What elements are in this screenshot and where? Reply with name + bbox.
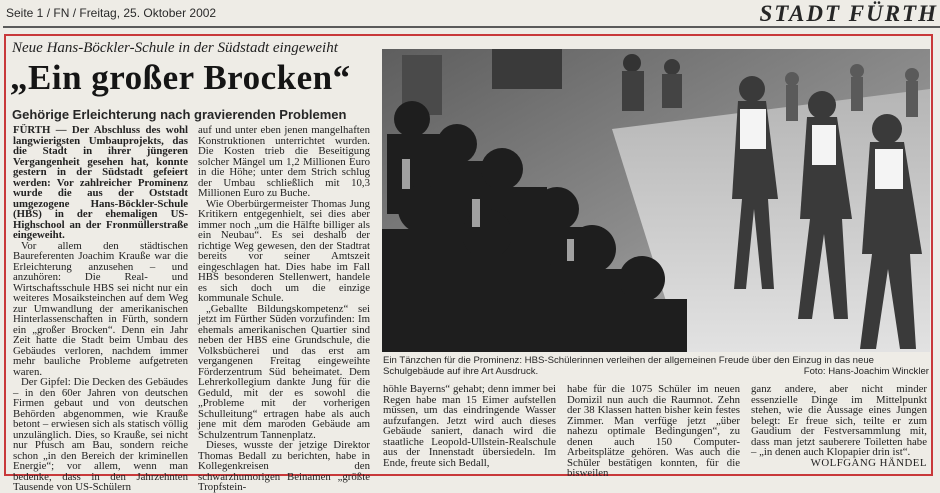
paragraph: Vor allem den städtischen Baureferenten Joachim Krauße war die Erleichterung anzusehen – und anzuhören: Die Real- und Wirtschaftsschule HBS sei nicht nur ein weiteres Mosaiksteinchen auf dem Weg zur Umwandlung der amerikanischen Hinterlassenschaften in Fürth, sondern ein „großer Brocken“. Denn ein Jahr Zeit hatte die Stadt beim Umbau des Gebäudes verloren, nachdem immer mehr bauliche Probleme aufgetreten waren. — [13, 239, 188, 378]
paragraph: Wie Oberbürgermeister Thomas Jung Kritikern entgegenhielt, sei dies aber immer noch „um die Hälfte billiger als ein Neubau“. Es sei deshalb der richtige Weg gewesen, den der Stadtrat bereits vor seiner Amtszeit eingeschlagen hat. Dies habe im Fall HBS besonderen Stellenwert, handele es sich doch um die einzige kommunale Schule. — [198, 197, 370, 304]
photo-illustration — [382, 49, 930, 352]
text-column-1 — [13, 124, 188, 493]
paragraph: habe für die 1075 Schüler im neuen Domizil nun auch die Raumnot. Zehn der 38 Klassen hatten bisher kein festes Zimmer. Man verfüge jetzt „über nahezu optimale Bedingungen“, zu denen auch 150 Computer-Arbeitsplätze gehören. Was auch die Schüler bestätigen konnten, für die bisweilen — [567, 383, 740, 479]
text-column-2 — [198, 124, 370, 493]
text-column-5 — [751, 384, 927, 474]
paragraph: ganz andere, aber nicht minder essenzielle Dinge im Mittelpunkt stehen, wie die Aussage eines Jungen belegt: Er freue sich, teilte er zum Gaudium der Festversammlung mit, dass man jetzt sauberere Toiletten habe – „in denen auch Klopapier drin ist“. — [751, 383, 927, 458]
article-subhead: Gehörige Erleichterung nach gravierenden Problemen — [12, 107, 347, 122]
text-column-3 — [383, 384, 556, 474]
section-title: STADT FÜRTH — [759, 1, 938, 26]
page-header — [0, 0, 940, 30]
paragraph: Dieses, wusste der jetzige Direktor Thomas Bedall zu berichten, habe in Kollegenkreisen den schwarzhumorigen Beinamen „größte Tropfstein- — [198, 439, 370, 493]
author-byline: WOLFGANG HÄNDEL — [810, 456, 927, 469]
paragraph: Der Gipfel: Die Decken des Gebäudes – in den 60er Jahren von deutschen Firmen gebaut und von deutschen Behörden abgenommen, wie Krauße betont – erwiesen sich als statisch völlig unzulänglich. Dies, so Krauße, sei nicht nur Pfusch am Bau, sondern reiche schon „in den Bereich der kriminellen Energie“; vor allem, wenn man bedenke, dass in den Jahrzehnten Tausende von US-Schülern — [13, 376, 188, 493]
article-lead: FÜRTH — Der Abschluss des wohl langwierigsten Umbauprojekts, das die Stadt in ihrer jüngeren Vergangenheit gesehen hat, konnte gestern in der Südstadt gefeiert werden: Vor zahlreicher Prominenz wurde die aus der Oststadt umgezogene Hans-Böckler-Schule (HBS) in der ehemaligen US-Highschool an der Fronmüllerstraße eingeweiht. — [13, 124, 188, 241]
header-divider — [3, 26, 940, 28]
page-meta: Seite 1 / FN / Freitag, 25. Oktober 2002 — [6, 6, 217, 20]
paragraph: „Geballte Bildungskompetenz“ sei jetzt im Fürther Süden vorzufinden: Im ehemals amerikanischen Quartier sind neben der HBS eine Grundschule, die Volksbücherei und das erst am vergangenen Freitag eingeweihte Förderzentrum Süd beheimatet. Dem Lehrerkollegium dankte Jung für die Geduld, mit der es sowohl die „Probleme mit der vorherigen Schulleitung“ ertragen habe als auch jene mit dem maroden Gebäude am Schulzentrum Tannenplatz. — [198, 302, 370, 441]
article-kicker: Neue Hans-Böckler-Schule in der Südstadt eingeweiht — [12, 40, 338, 56]
article-photo — [382, 49, 930, 352]
photo-caption — [383, 355, 929, 379]
paragraph: höhle Bayerns“ gehabt; denn immer bei Regen habe man 15 Eimer aufstellen müssen, um das eindringende Wasser aufzufangen. Jetzt wird auch dieses Gebäude saniert, danach wird die staatliche Leopold-Ullstein-Realschule aus der Innenstadt übersiedeln. Im Ende, freute sich Bedall, — [383, 383, 556, 469]
paragraph: auf und unter eben jenen mangelhaften Konstruktionen unterrichtet wurden. Die Kosten trieb die Beseitigung solcher Mängel um 1,2 Millionen Euro in die Höhe; unter dem Strich schlug der Umbau schließlich mit 10,3 Millionen Euro zu Buche. — [198, 124, 370, 199]
article-headline: „Ein großer Brocken“ — [10, 58, 351, 97]
photo-credit: Foto: Hans-Joachim Winckler — [803, 366, 929, 377]
caption-text: Ein Tänzchen für die Prominenz: HBS-Schülerinnen verleihen der allgemeinen Freude über den Einzug in das neue Schulgebäude auf ihre Art Ausdruck. — [383, 355, 875, 377]
text-column-4 — [567, 383, 740, 479]
